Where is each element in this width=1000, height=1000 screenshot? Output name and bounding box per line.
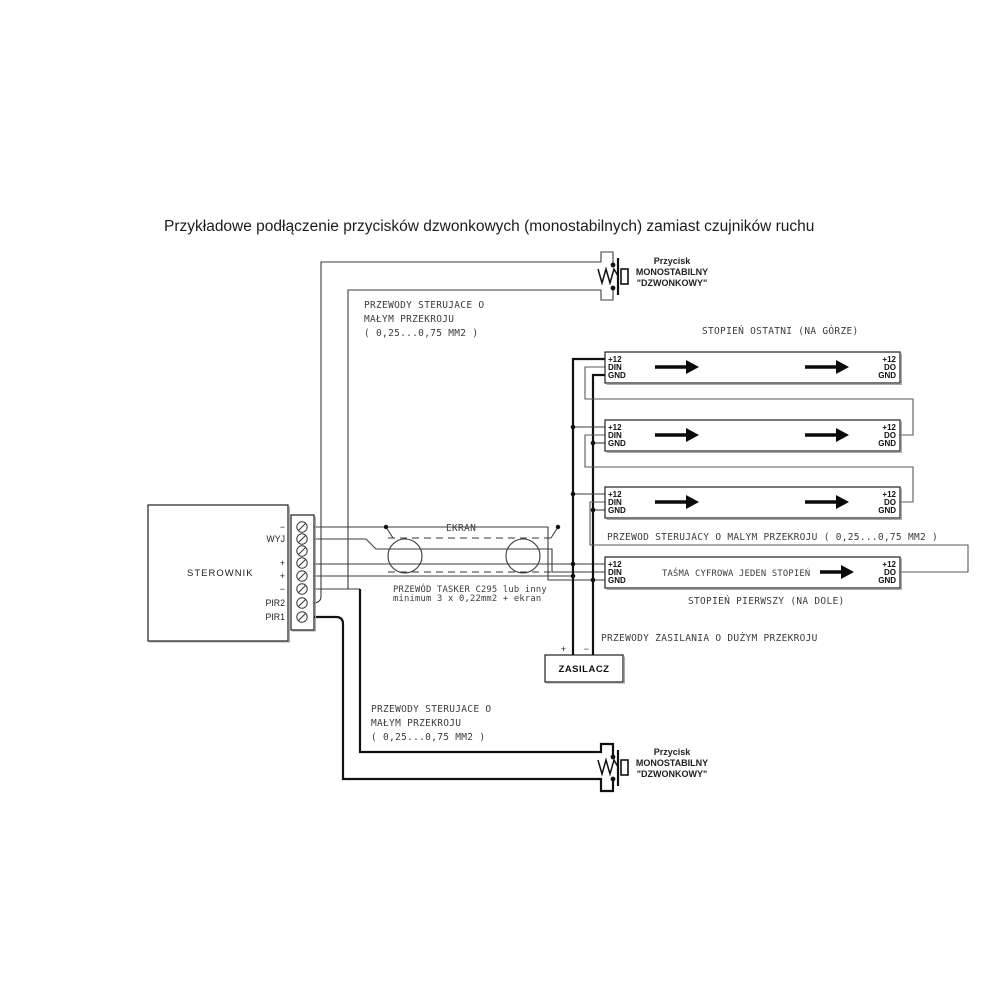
strip2-pin-din: DIN — [608, 498, 622, 507]
bottom-button-label-1: Przycisk — [653, 747, 691, 757]
cable-cross-section-right — [506, 539, 540, 573]
strip1-pin-din: DIN — [608, 568, 622, 577]
strip3-pin-din: DIN — [608, 431, 622, 440]
push-button-top — [598, 256, 708, 295]
terminal-label-minus2: − — [279, 584, 285, 594]
strip4-pin-plus12-in: +12 — [608, 355, 622, 364]
junction-gnd-strip2 — [591, 508, 596, 513]
label-ekran: EKRAN — [446, 523, 477, 534]
strip4-pin-gnd-out: GND — [878, 371, 896, 380]
led-strip-2 — [605, 487, 902, 520]
strip4-pin-din: DIN — [608, 363, 622, 372]
top-button-label-3: "DZWONKOWY" — [636, 278, 708, 288]
note-bottom-line2: MAŁYM PRZEKROJU — [371, 718, 462, 729]
contact-dot — [611, 777, 616, 782]
junction-plus12-strip3 — [571, 425, 576, 430]
note-top-line3: ( 0,25...0,75 MM2 ) — [364, 328, 479, 339]
terminal-label-plus1: + — [279, 558, 285, 568]
strip4-pin-gnd-in: GND — [608, 371, 626, 380]
strip1-pin-do: DO — [884, 568, 896, 577]
junction-plus12-strip1 — [571, 562, 576, 567]
strip1-pin-plus12-in: +12 — [608, 560, 622, 569]
strip1-pin-plus12-out: +12 — [882, 560, 896, 569]
label-power-wires: PRZEWODY ZASILANIA O DUŻYM PRZEKROJU — [601, 633, 818, 644]
contact-dot — [611, 286, 616, 291]
bus-gnd — [593, 375, 605, 655]
terminal-label-pir1: PIR1 — [265, 612, 285, 622]
note-control-wires-bottom — [371, 704, 491, 743]
junction-gnd-strip1 — [591, 578, 596, 583]
psu-minus-sign: − — [583, 644, 589, 654]
top-button-label-2: MONOSTABILNY — [635, 267, 709, 277]
contact-dot — [611, 755, 616, 760]
label-tasker-1: PRZEWÓD TASKER C295 lub inny — [393, 585, 547, 595]
label-stage-last: STOPIEŃ OSTATNI (NA GÓRZE) — [702, 326, 859, 337]
strip2-pin-plus12-out: +12 — [882, 490, 896, 499]
psu-plus-sign: + — [560, 644, 566, 654]
led-strip-3 — [605, 420, 902, 453]
terminal-label-minus1: − — [279, 522, 285, 532]
terminal-label-wyj: WYJ — [266, 534, 285, 544]
strip3-pin-gnd-out: GND — [878, 439, 896, 448]
top-button-label-1: Przycisk — [653, 256, 691, 266]
power-supply-box — [545, 644, 625, 683]
strip2-pin-do: DO — [884, 498, 896, 507]
power-supply-label: ZASILACZ — [558, 664, 610, 675]
button-spring — [598, 269, 618, 283]
strip1-pin-gnd-out: GND — [878, 576, 896, 585]
page-title: Przykładowe podłączenie przycisków dzwonkowych (monostabilnych) zamiast czujników ruchu — [164, 218, 815, 235]
strip4-pin-plus12-out: +12 — [882, 355, 896, 364]
strip2-pin-plus12-in: +12 — [608, 490, 622, 499]
button-plunger — [621, 760, 628, 775]
button-spring — [598, 760, 618, 774]
strip2-pin-gnd-in: GND — [608, 506, 626, 515]
bus-plus12 — [573, 359, 605, 655]
note-control-wires-top — [364, 300, 484, 339]
bottom-button-label-3: "DZWONKOWY" — [636, 769, 708, 779]
strip4-pin-do: DO — [884, 363, 896, 372]
shield-junction-right — [556, 525, 560, 529]
strip1-pin-gnd-in: GND — [608, 576, 626, 585]
led-strip-4 — [605, 352, 902, 385]
strip3-pin-plus12-in: +12 — [608, 423, 622, 432]
shield-junction-left — [384, 525, 388, 529]
button-plunger — [621, 269, 628, 284]
strip1-caption: TAŚMA CYFROWA JEDEN STOPIEŃ — [662, 569, 811, 579]
cable-cross-section-left — [388, 539, 422, 573]
controller-label: STEROWNIK — [187, 568, 254, 579]
wire-cable-wyj-din — [313, 539, 605, 572]
push-button-bottom — [598, 747, 708, 786]
note-bottom-line3: ( 0,25...0,75 MM2 ) — [371, 732, 486, 743]
label-stage-first: STOPIEŃ PIERWSZY (NA DOLE) — [688, 596, 845, 607]
label-tasker-2: minimum 3 x 0,22mm2 + ekran — [393, 594, 542, 604]
strip3-pin-do: DO — [884, 431, 896, 440]
note-top-line1: PRZEWODY STERUJACE O — [364, 300, 485, 311]
junction-plus12-feed — [571, 574, 576, 579]
terminal-label-pir2: PIR2 — [265, 598, 285, 608]
strip2-pin-gnd-out: GND — [878, 506, 896, 515]
note-top-line2: MAŁYM PRZEKROJU — [364, 314, 455, 325]
terminal-label-plus2: + — [279, 571, 285, 581]
bottom-button-label-2: MONOSTABILNY — [635, 758, 709, 768]
led-strip-1 — [605, 557, 902, 590]
label-signal-wire: PRZEWOD STERUJACY O MALYM PRZEKROJU ( 0,25...0,75 MM2 ) — [607, 532, 939, 543]
strip3-pin-plus12-out: +12 — [882, 423, 896, 432]
strip3-pin-gnd-in: GND — [608, 439, 626, 448]
junction-plus12-strip2 — [571, 492, 576, 497]
note-bottom-line1: PRZEWODY STERUJACE O — [371, 704, 492, 715]
junction-gnd-strip3 — [591, 441, 596, 446]
contact-dot — [611, 263, 616, 268]
